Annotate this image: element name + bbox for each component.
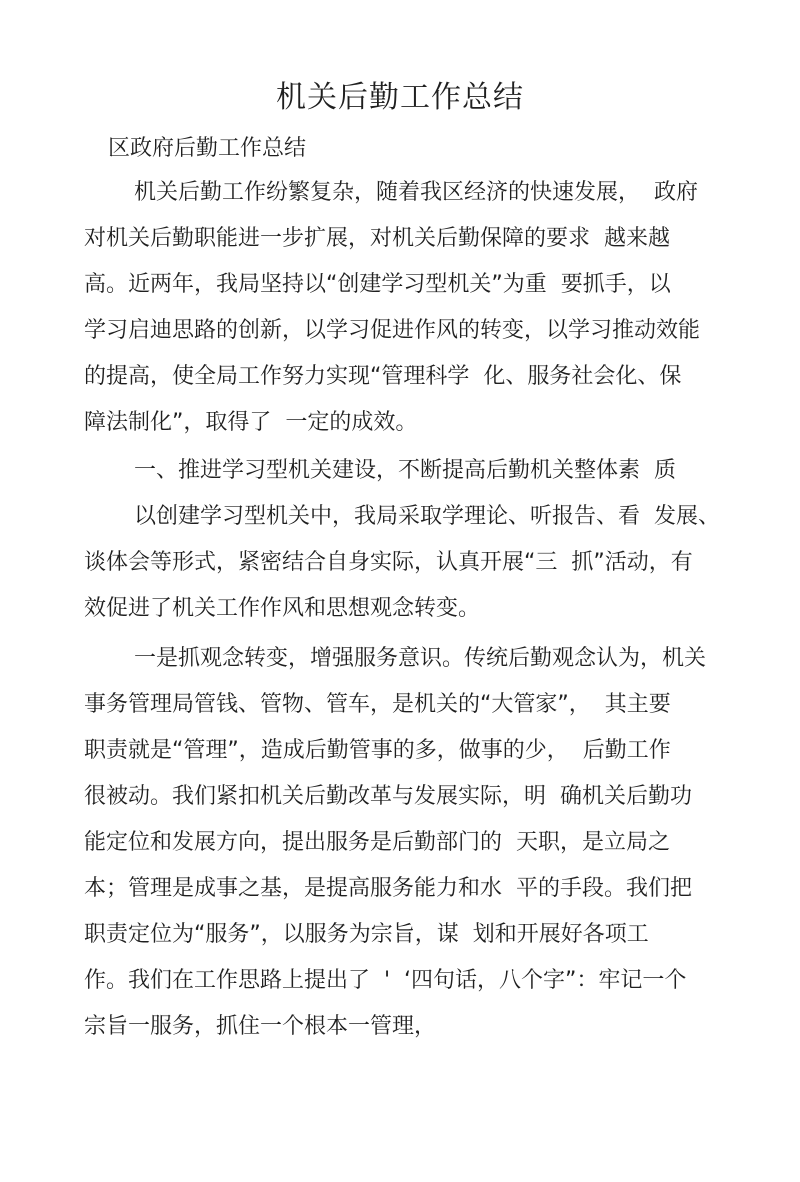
paragraph-line: 高。近两年，我局坚持以“创建学习型机关”为重 要抓手，以 xyxy=(84,272,671,297)
paragraph-line: 障法制化”，取得了 一定的成效。 xyxy=(84,410,418,435)
paragraph-line: 能定位和发展方向，提出服务是后勤部门的 天职，是立局之 xyxy=(84,830,670,855)
paragraph-line: 谈体会等形式，紧密结合自身实际，认真开展“三 抓”活动，有 xyxy=(84,550,693,575)
paragraph-line: 作。我们在工作思路上提出了 ' ‘四句话，八个字”：牢记一个 xyxy=(84,968,687,993)
paragraph-line: 宗旨一服务，抓住一个根本一管理， xyxy=(84,1014,437,1039)
paragraph-line: 对机关后勤职能进一步扩展，对机关后勤保障的要求 越来越 xyxy=(84,226,670,251)
paragraph-line: 以创建学习型机关中，我局采取学理论、听报告、看 发展、 xyxy=(134,504,720,529)
paragraph-line: 效促进了机关工作作风和思想观念转变。 xyxy=(84,596,481,621)
paragraph-line: 职责定位为“服务”，以服务为宗旨，谋 划和开展好各项工 xyxy=(84,922,649,947)
paragraph-line: 的提高，使全局工作努力实现“管理科学 化、服务社会化、保 xyxy=(84,364,682,389)
paragraph-line: 机关后勤工作纷繁复杂，随着我区经济的快速发展， 政府 xyxy=(134,180,698,205)
paragraph-line: 一是抓观念转变，增强服务意识。传统后勤观念认为，机关 xyxy=(134,646,707,671)
paragraph-line: 职责就是“管理”，造成后勤管事的多，做事的少， 后勤工作 xyxy=(84,738,671,763)
paragraph-line: 学习启迪思路的创新，以学习促进作风的转变，以学习推动效能 xyxy=(84,318,701,343)
section-heading-line: 一、推进学习型机关建设，不断提高后勤机关整体素 质 xyxy=(134,458,676,483)
subtitle-line: 区政府后勤工作总结 xyxy=(108,136,307,161)
paragraph-line: 很被动。我们紧扣机关后勤改革与发展实际，明 确机关后勤功 xyxy=(84,784,692,809)
paragraph-line: 事务管理局管钱、管物、管车，是机关的“大管家”， 其主要 xyxy=(84,692,671,717)
document-title: 机关后勤工作总结 xyxy=(276,80,524,115)
paragraph-line: 本；管理是成事之基，是提高服务能力和水 平的手段。我们把 xyxy=(84,876,692,901)
